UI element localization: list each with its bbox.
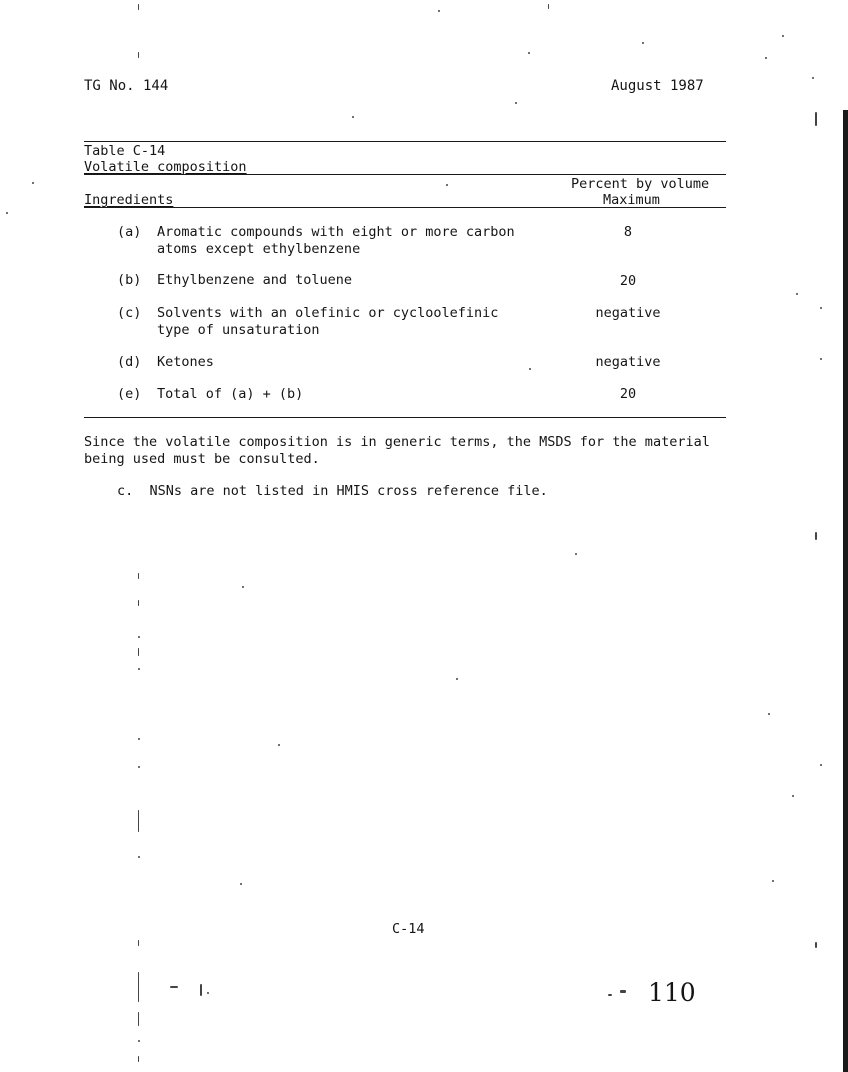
scan-speck <box>138 668 140 670</box>
row-description-line1: Ketones <box>157 354 214 370</box>
scan-speck <box>438 10 440 12</box>
scan-speck <box>138 600 139 606</box>
scan-speck <box>765 57 767 59</box>
scan-speck <box>782 35 784 37</box>
table-title: Volatile composition <box>84 159 247 175</box>
scan-speck <box>796 293 798 295</box>
scan-speck <box>138 940 139 946</box>
scan-speck <box>792 795 794 797</box>
scan-speck <box>138 1056 139 1062</box>
column-header-percent-line1: Percent by volume <box>571 176 710 192</box>
row-value: 8 <box>623 224 633 240</box>
row-value: negative <box>595 305 661 321</box>
row-value: 20 <box>619 386 637 402</box>
row-description-line1: Aromatic compounds with eight or more carbon <box>157 224 515 240</box>
scan-speck <box>446 184 448 186</box>
scan-speck <box>138 648 139 656</box>
table-header-top-rule <box>84 174 726 175</box>
scan-speck <box>207 992 209 994</box>
scan-speck <box>812 77 814 79</box>
scan-speck <box>200 984 202 996</box>
table-bottom-rule <box>84 417 726 418</box>
note-line1: Since the volatile composition is in generic terms, the MSDS for the material <box>84 434 710 450</box>
scan-speck <box>32 182 34 184</box>
scan-speck <box>548 4 549 9</box>
row-description <box>157 386 303 403</box>
scan-speck <box>575 553 577 555</box>
scan-speck <box>608 994 612 996</box>
document-number: TG No. 144 <box>84 78 169 94</box>
scan-speck <box>642 42 644 44</box>
scan-speck <box>240 883 242 885</box>
scan-speck <box>768 713 770 715</box>
row-description-line1: Ethylbenzene and toluene <box>157 272 353 288</box>
row-label: (c) <box>117 305 142 321</box>
scan-speck <box>138 766 140 768</box>
column-header-ingredients: Ingredients <box>84 192 174 208</box>
scan-speck <box>138 1012 139 1026</box>
item-c-text: c. NSNs are not listed in HMIS cross reference file. <box>117 483 548 499</box>
page-label: C-14 <box>392 921 425 937</box>
note-paragraph <box>84 434 710 468</box>
scan-speck <box>278 744 280 746</box>
scan-speck <box>138 856 140 858</box>
note-line2: being used must be consulted. <box>84 451 320 467</box>
scan-speck <box>138 810 139 832</box>
row-description <box>157 224 515 258</box>
row-value: 20 <box>619 273 637 289</box>
scan-speck <box>820 764 822 766</box>
scan-speck <box>815 532 817 540</box>
scan-speck <box>820 358 822 360</box>
scan-speck <box>138 4 139 10</box>
row-description-line1: Total of (a) + (b) <box>157 386 304 402</box>
page-number: 110 <box>648 978 696 1007</box>
row-label: (b) <box>117 272 142 288</box>
scan-speck <box>138 738 140 740</box>
scan-speck <box>242 586 244 588</box>
column-header-percent-line2: Maximum <box>603 192 660 208</box>
scan-speck <box>138 573 139 579</box>
row-description <box>157 272 352 289</box>
scan-speck <box>138 972 139 1002</box>
scan-speck <box>170 986 178 988</box>
row-description-line1: Solvents with an olefinic or cycloolefinic <box>157 305 499 321</box>
document-date: August 1987 <box>611 78 704 94</box>
scan-speck <box>138 52 139 58</box>
scan-speck <box>529 368 531 370</box>
scan-speck <box>515 102 517 104</box>
row-label: (a) <box>117 224 142 240</box>
scan-speck <box>620 990 626 993</box>
row-description-line2: type of unsaturation <box>157 322 320 338</box>
row-label: (e) <box>117 386 142 402</box>
scan-speck <box>815 112 817 126</box>
row-description <box>157 305 498 339</box>
scan-speck <box>820 307 822 309</box>
row-description-line2: atoms except ethylbenzene <box>157 241 361 257</box>
table-header-bottom-rule <box>84 207 726 208</box>
scan-speck <box>456 678 458 680</box>
row-value: negative <box>595 354 661 370</box>
scan-speck <box>138 636 140 638</box>
table-top-rule <box>84 141 726 142</box>
table-number: Table C-14 <box>84 143 166 159</box>
row-description <box>157 354 214 371</box>
scan-edge-shadow <box>843 110 848 1072</box>
row-label: (d) <box>117 354 142 370</box>
scan-speck <box>352 116 354 118</box>
scan-speck <box>138 1040 140 1042</box>
scan-speck <box>815 942 817 948</box>
scan-speck <box>528 52 530 54</box>
scan-speck <box>6 212 8 214</box>
scan-speck <box>772 880 774 882</box>
